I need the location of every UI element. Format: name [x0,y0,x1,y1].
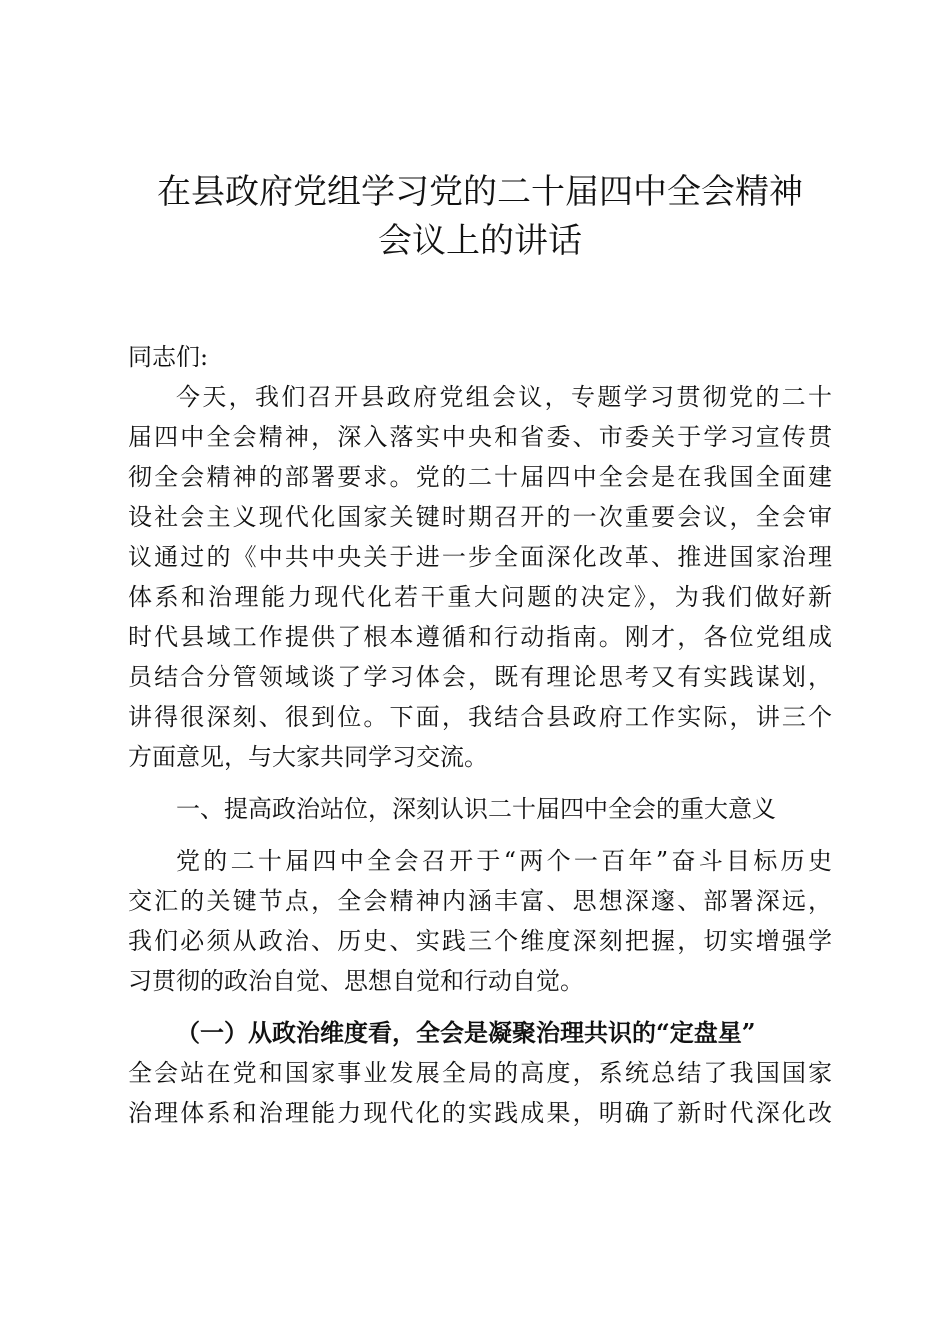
document-title [128,168,832,266]
section-heading: 一、提高政治站位，深刻认识二十届四中全会的重大意义 [176,795,776,823]
text-line: 习贯彻的政治自觉、思想自觉和行动自觉。 [128,967,584,995]
text-line: 员结合分管领域谈了学习体会，既有理论思考又有实践谋划， [128,663,832,691]
title-line: 会议上的讲话 [378,221,582,261]
section-paragraph [128,841,832,1001]
text-line: 全会站在党和国家事业发展全局的高度，系统总结了我国国家 [128,1059,832,1087]
text-line: 时代县域工作提供了根本遵循和行动指南。刚才，各位党组成 [128,623,832,651]
subsection-paragraph [128,1053,832,1133]
text-line: 今天，我们召开县政府党组会议，专题学习贯彻党的二十 [176,383,832,411]
intro-paragraph [128,377,832,777]
text-line: 议通过的《中共中央关于进一步全面深化改革、推进国家治理 [128,543,832,571]
subsection-heading: （一）从政治维度看，全会是凝聚治理共识的“定盘星” [176,1018,756,1047]
text-line: 设社会主义现代化国家关键时期召开的一次重要会议，全会审 [128,503,832,531]
text-line: 党的二十届四中全会召开于“两个一百年”奋斗目标历史 [176,847,832,875]
text-line: 我们必须从政治、历史、实践三个维度深刻把握，切实增强学 [128,927,832,955]
title-line: 在县政府党组学习党的二十届四中全会精神 [157,172,803,212]
text-line: 方面意见，与大家共同学习交流。 [128,743,488,771]
text-line: 治理体系和治理能力现代化的实践成果，明确了新时代深化改 [128,1099,832,1127]
document-page [128,168,832,1133]
text-line: 届四中全会精神，深入落实中央和省委、市委关于学习宣传贯 [128,423,832,451]
text-line: 体系和治理能力现代化若干重大问题的决定》，为我们做好新 [128,583,832,611]
text-line: 交汇的关键节点，全会精神内涵丰富、思想深邃、部署深远， [128,887,832,915]
salutation: 同志们: [128,343,209,371]
text-line: 彻全会精神的部署要求。党的二十届四中全会是在我国全面建 [128,463,832,491]
text-line: 讲得很深刻、很到位。下面，我结合县政府工作实际，讲三个 [128,703,832,731]
